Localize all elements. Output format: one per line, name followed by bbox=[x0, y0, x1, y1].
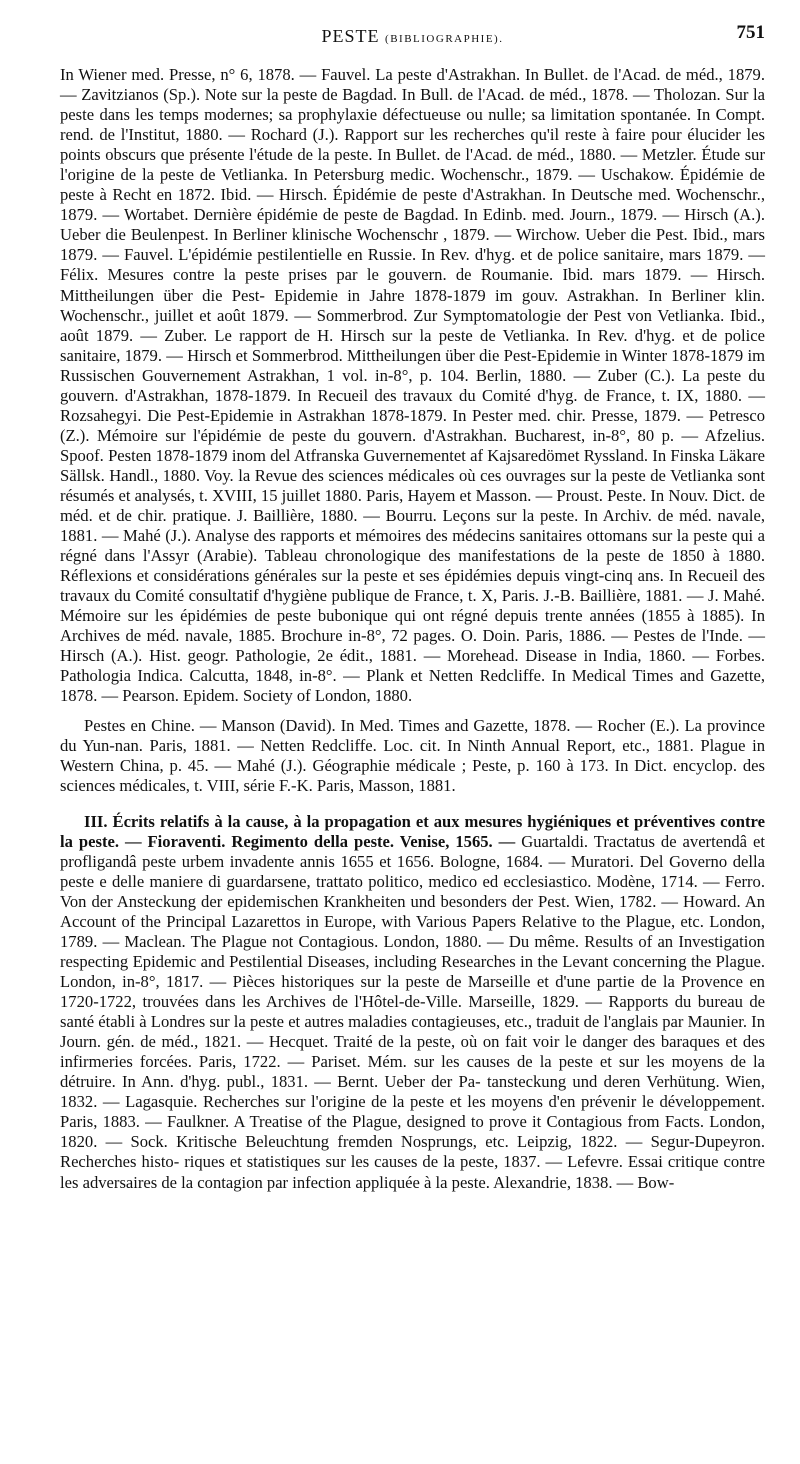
text-line: baraques et des infirmeries forcées. Paris, 1722. — Pariset. Mém. sur les causes de la bbox=[60, 1032, 765, 1072]
text-line: Pestes en Chine. — Manson (David). In Med. Times and Gazette, 1878. — Rocher (E.). La bbox=[84, 715, 702, 735]
running-title-subtitle: (BIBLIOGRAPHIE). bbox=[385, 33, 504, 45]
text-line: générales sur la peste et ses épidémies depuis vingt-cinq ans. In Recueil des travaux du bbox=[60, 566, 765, 606]
text-line: the Plague, designed to prove it Contagious from Facts. London, 1820. — Sock. Kritische bbox=[60, 1112, 765, 1152]
text-line: — Wirchow. Ueber die Pest. Ibid., mars 1879. — Fauvel. L'épidémie pestilentielle en Russie. bbox=[60, 225, 765, 265]
text-line: — Zuber (C.). La peste du gouvern. d'Astrakhan, 1878-1879. In Recueil des travaux du bbox=[60, 365, 765, 405]
bibliography-section-3 bbox=[60, 812, 765, 1193]
text-line: riques et statistiques sur les causes de la peste, 1837. — Lefevre. Essai critique contre les bbox=[60, 1152, 765, 1192]
text-line: Comité consultatif d'hygiène publique de France, t. X, Paris. J.-B. Baillière, 1881. — J. Mahé. bbox=[135, 586, 765, 606]
document-page bbox=[60, 22, 765, 1193]
text-line: In Rev. d'hyg. et de police sanitaire, mars 1879. — Félix. Mesures contre la peste prises bbox=[60, 245, 765, 285]
text-line: chronologique des manifestations de la peste de 1850 à 1880. Réflexions et considérations bbox=[60, 546, 765, 586]
text-line: des médecins sanitaires ottomans sur la peste qui a régné dans l'Assyr (Arabie). Tableau bbox=[60, 526, 765, 566]
text-line: of an Investigation respecting Epidemic and Pestilential Diseases, including Researches bbox=[60, 931, 765, 972]
text-line: de l'Hôtel-de-Ville. Marseille, 1829. — Rapports du bureau de santé établi à Londres bbox=[60, 992, 765, 1032]
text-line: méd., 1878. — Tholozan. Sur la peste dans les temps modernes; sa prophylaxie défectueuse bbox=[60, 85, 765, 125]
text-line: Winter 1878-1879 im Russischen Gouvernement Astrakhan, 1 vol. in-8°, p. 104. Berlin, 1880. bbox=[60, 345, 765, 385]
text-line: 1878-1879. In Pester med. chir. Presse, 1879. — Petresco (Z.). Mémoire sur l'épidémie de bbox=[60, 405, 765, 445]
text-line: Netten Redcliffe. In Medical Times and Gazette, 1878. — Pearson. Epidem. Society of bbox=[60, 666, 766, 706]
text-line: 1885). In Archives de méd. navale, 1885. Brochure in-8°, 72 pages. O. Doin. Paris, 1886. bbox=[60, 606, 766, 646]
text-line: Rapport sur les recherches qu'il reste à faire pour élucider les points obscurs que présente bbox=[60, 125, 765, 165]
text-line: province du Yun-nan. Paris, 1881. — Netten Redcliffe. Loc. cit. In Ninth Annual Report, etc., bbox=[60, 715, 765, 755]
text-line: Epidemie in Jahre 1878-1879 im gouv. Astrakhan. In Berliner klin. Wochenschr., juillet et bbox=[60, 285, 765, 325]
text-line: Disease in India, 1860. — Forbes. Pathologia Indica. Calcutta, 1848, in-8°. — Plank et bbox=[60, 646, 766, 686]
text-line: 1881. Plague in Western China, p. 45. — Mahé (J.). Géographie médicale ; Peste, p. 160 bbox=[60, 735, 765, 775]
text-line: Wochenschr., 1879. — Wortabet. Dernière épidémie de peste de Bagdad. In Edinb. med. bbox=[60, 185, 765, 225]
text-line: peste du gouvern. d'Astrakhan. Bucharest, in-8°, 80 p. — Afzelius. Spoof. Pesten 1878-1879 bbox=[60, 425, 766, 465]
text-line: Comité d'hyg. de France, t. IX, 1880. — Rozsahegyi. Die Pest-Epidemie in Astrakhan bbox=[60, 385, 765, 425]
text-line: ou nulle; sa limitation spontanée. In Compt. rend. de l'Institut, 1880. — Rochard (J.). bbox=[60, 105, 765, 145]
text-line: par le gouvern. de Roumanie. Ibid. mars 1879. — Hirsch. Mittheilungen über die Pest- bbox=[60, 265, 765, 305]
text-line: inom del Atfranska Guvernementet af Kajsaredömet Ryssland. In Finska Läkare Sällsk. bbox=[60, 445, 765, 485]
text-line: In Wiener med. Presse, n° 6, 1878. — Fauvel. La peste d'Astrakhan. In Bullet. de l'Acad. bbox=[60, 65, 661, 84]
text-line: août 1879. — Sommerbrod. Zur Symptomatologie der Pest von Vetlianka. Ibid., août 1879. bbox=[60, 305, 766, 345]
text-line: peste à Recht en 1872. Ibid. — Hirsch. Épidémie de peste d'Astrakhan. In Deutsche med. bbox=[60, 185, 671, 205]
text-line: Bologne, 1684. — Muratori. Del Governo della peste e delle maniere di guardarsene, bbox=[60, 851, 765, 891]
text-line: la peste de Vetlianka. In Petersburg medic. Wochenschr., 1879. — Uschakow. Épidémie de bbox=[142, 165, 766, 185]
text-line: in the Levant concerning the Plague. London, in-8°, 1817. — Pièces historiques sur la bbox=[60, 952, 765, 992]
text-line: — Zuber. Le rapport de H. Hirsch sur la peste de Vetlianka. In Rev. d'hyg. et de police bbox=[140, 325, 766, 345]
text-line: London, 1789. — Maclean. The Plague not Contagious. London, 1880. — Du même. Results bbox=[60, 911, 765, 951]
text-line: of the Principal Lazarettos in Europe, with Various Papers Relative to the Plague, etc. bbox=[121, 911, 704, 931]
text-line: III. Écrits relatifs à la cause, à la propagation et aux mesures hygiéniques et bbox=[84, 811, 630, 831]
text-line: — Pestes de l'Inde. — Hirsch (A.). Hist. geogr. Pathologie, 2e édit., 1881. — Morehead. bbox=[60, 626, 765, 666]
text-line: sur la peste et autres maladies contagieuses, etc., traduit de l'anglais par Maunier. In bbox=[209, 1012, 765, 1032]
text-line: l'étude de la peste. In Bullet. de l'Acad. de méd., 1880. — Metzler. Étude sur l'origine de bbox=[60, 145, 766, 185]
text-line: peste et sur les moyens de la détruire. In Ann. d'hyg. publ., 1831. — Bernt. Ueber der Pa- bbox=[60, 1052, 765, 1092]
text-line: Beleuchtung fremden Nosprungs, etc. Leipzig, 1822. — Segur-Dupeyron. Recherches histo- bbox=[60, 1132, 765, 1172]
text-line: Journ. gén. de méd., 1821. — Hecquet. Traité de la peste, où on fait voir le danger des bbox=[60, 1032, 656, 1052]
text-line: Journ., 1879. — Hirsch (A.). Ueber die Beulenpest. In Berliner klinische Wochenschr , 1879. bbox=[60, 205, 765, 245]
bibliography-paragraph bbox=[60, 65, 765, 707]
text-line: epidemischen Krankheiten und besonders der Pest. Wien, 1782. — Howard. An Account bbox=[60, 891, 765, 931]
text-line: trattato politico, medico ed ecclesiastico. Modène, 1714. — Ferro. Von der Ansteckung der bbox=[60, 871, 765, 911]
bibliography-paragraph-chine bbox=[60, 716, 765, 796]
text-line: Handl., 1880. Voy. la Revue des sciences médicales où ces ouvrages sur la peste de bbox=[109, 465, 666, 485]
text-line: préventives contre la peste. — Fioraventi. Regimento della peste. Venise, 1565. — bbox=[60, 811, 765, 851]
text-line: tansteckung und deren Verhütung. Wien, 1832. — Lagasquie. Recherches sur l'origine de la bbox=[60, 1072, 765, 1112]
text-line: Mémoire sur les épidémies de peste bubonique qui ont régné depuis trente années (1855 à bbox=[60, 606, 695, 626]
running-title bbox=[60, 26, 765, 47]
text-line: de méd., 1879. — Zavitzianos (Sp.). Note sur la peste de Bagdad. In Bull. de l'Acad. de bbox=[60, 65, 765, 105]
running-title-main: PESTE bbox=[321, 26, 380, 46]
text-line: Proust. Peste. In Nouv. Dict. de méd. et de chir. pratique. J. Baillière, 1880. — Bourru. Leçons bbox=[60, 485, 765, 526]
text-line: peste de Marseille et d'une partie de la Provence en 1720-1722, trouvées dans les Archives bbox=[60, 972, 765, 1012]
text-line: peste et les moyens d'en prévenir le développement. Paris, 1883. — Faulkner. A Treatise of bbox=[60, 1092, 765, 1132]
text-line: à 173. In Dict. encyclop. des sciences médicales, t. VIII, série F.-K. Paris, Masson, 1881. bbox=[60, 755, 765, 795]
text-line: Vetlianka sont résumés et analysés, t. XVIII, 15 juillet 1880. Paris, Hayem et Masson. — bbox=[60, 465, 765, 505]
text-line: adversaires de la contagion par infection appliquée à la peste. Alexandrie, 1838. — Bow- bbox=[82, 1172, 675, 1192]
text-line: London, 1880. bbox=[314, 686, 413, 706]
page-header bbox=[60, 22, 765, 56]
text-line: sur la peste. In Archiv. de méd. navale, 1881. — Mahé (J.). Analyse des rapports et mémoires bbox=[60, 506, 766, 546]
page-number: 751 bbox=[736, 22, 765, 43]
text-line: Guartaldi. Tractatus de avertendâ et profligandâ peste urbem invadente annis 1655 et 1656. bbox=[60, 831, 765, 871]
text-line: sanitaire, 1879. — Hirsch et Sommerbrod. Mittheilungen über die Pest-Epidemie in bbox=[60, 345, 618, 365]
